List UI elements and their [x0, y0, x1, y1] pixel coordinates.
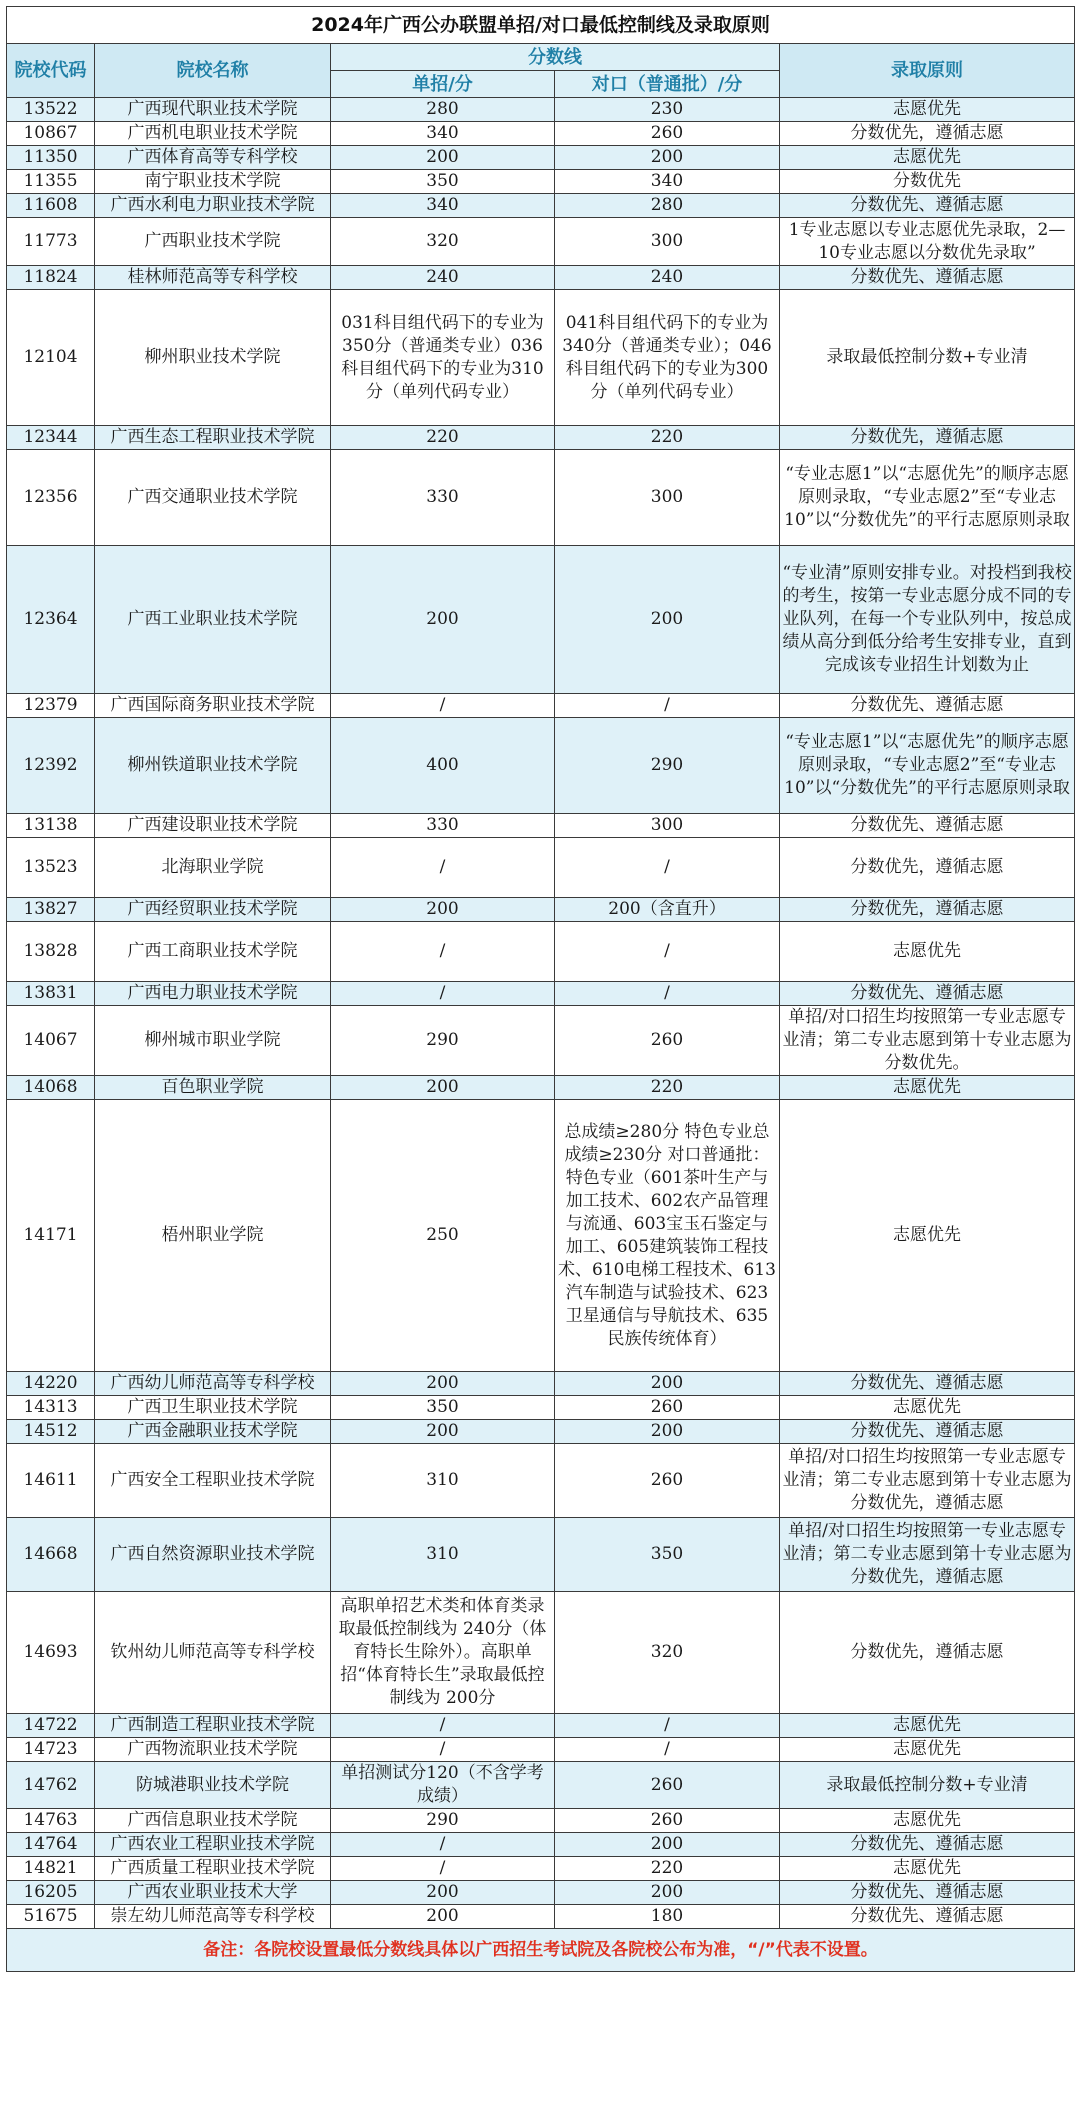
school-name-cell: 广西质量工程职业技术学院 — [95, 1857, 331, 1881]
school-name-cell: 广西电力职业技术学院 — [95, 982, 331, 1006]
admission-rule-cell: 分数优先、遵循志愿 — [780, 814, 1075, 838]
header-code: 院校代码 — [7, 44, 95, 98]
school-code-cell: 11824 — [7, 266, 95, 290]
school-code-cell: 14763 — [7, 1809, 95, 1833]
table-row — [7, 290, 1075, 426]
school-name-cell: 北海职业学院 — [95, 838, 331, 898]
admission-rule-cell: 分数优先、遵循志愿 — [780, 194, 1075, 218]
table-row — [7, 170, 1075, 194]
table-row — [7, 1372, 1075, 1396]
duikou-score-cell: 200（含直升） — [555, 898, 780, 922]
single-score-cell: 200 — [331, 898, 555, 922]
school-code-cell: 14171 — [7, 1100, 95, 1372]
school-name-cell: 防城港职业技术学院 — [95, 1762, 331, 1809]
admission-rule-cell: 录取最低控制分数+专业清 — [780, 1762, 1075, 1809]
school-name-cell: 广西制造工程职业技术学院 — [95, 1714, 331, 1738]
table-row — [7, 194, 1075, 218]
header-rule: 录取原则 — [780, 44, 1075, 98]
single-score-cell: 200 — [331, 1905, 555, 1929]
table-row — [7, 898, 1075, 922]
duikou-score-cell: / — [555, 694, 780, 718]
school-name-cell: 广西农业职业技术大学 — [95, 1881, 331, 1905]
single-score-cell: 200 — [331, 1881, 555, 1905]
single-score-cell: 310 — [331, 1444, 555, 1518]
admission-rule-cell: 志愿优先 — [780, 1714, 1075, 1738]
single-score-cell: 340 — [331, 194, 555, 218]
admission-rule-cell: 分数优先、遵循志愿 — [780, 694, 1075, 718]
school-code-cell: 12356 — [7, 450, 95, 546]
header-name: 院校名称 — [95, 44, 331, 98]
single-score-cell: 031科目组代码下的专业为350分（普通类专业）036科目组代码下的专业为310分（单列代码专业） — [331, 290, 555, 426]
header-score-group: 分数线 — [331, 44, 780, 71]
admission-table — [6, 6, 1075, 1972]
single-score-cell: 250 — [331, 1100, 555, 1372]
admission-rule-cell: 志愿优先 — [780, 922, 1075, 982]
single-score-cell: 200 — [331, 1076, 555, 1100]
school-name-cell: 广西幼儿师范高等专科学校 — [95, 1372, 331, 1396]
school-code-cell: 51675 — [7, 1905, 95, 1929]
duikou-score-cell: 041科目组代码下的专业为340分（普通类专业）；046科目组代码下的专业为300分（单列代码专业） — [555, 290, 780, 426]
duikou-score-cell: 200 — [555, 1420, 780, 1444]
single-score-cell: 320 — [331, 218, 555, 266]
school-code-cell: 14723 — [7, 1738, 95, 1762]
school-code-cell: 13827 — [7, 898, 95, 922]
school-code-cell: 13523 — [7, 838, 95, 898]
school-name-cell: 广西安全工程职业技术学院 — [95, 1444, 331, 1518]
header-duikou: 对口（普通批）/分 — [555, 71, 780, 98]
single-score-cell: 高职单招艺术类和体育类录取最低控制线为 240分（体育特长生除外）。高职单招“体育特长生”录取最低控制线为 200分 — [331, 1592, 555, 1714]
admission-rule-cell: 志愿优先 — [780, 1100, 1075, 1372]
admission-rule-cell: 分数优先，遵循志愿 — [780, 122, 1075, 146]
admission-rule-cell: 分数优先，遵循志愿 — [780, 898, 1075, 922]
single-score-cell: 290 — [331, 1809, 555, 1833]
single-score-cell: / — [331, 922, 555, 982]
table-row — [7, 218, 1075, 266]
admission-rule-cell: 分数优先，遵循志愿 — [780, 426, 1075, 450]
table-title: 2024年广西公办联盟单招/对口最低控制线及录取原则 — [7, 7, 1075, 44]
single-score-cell: 340 — [331, 122, 555, 146]
school-code-cell: 12364 — [7, 546, 95, 694]
admission-rule-cell: 1专业志愿以专业志愿优先录取，2—10专业志愿以分数优先录取” — [780, 218, 1075, 266]
school-name-cell: 柳州城市职业学院 — [95, 1006, 331, 1076]
school-code-cell: 12392 — [7, 718, 95, 814]
table-row — [7, 122, 1075, 146]
single-score-cell: 220 — [331, 426, 555, 450]
admission-rule-cell: 录取最低控制分数+专业清 — [780, 290, 1075, 426]
single-score-cell: / — [331, 694, 555, 718]
single-score-cell: / — [331, 838, 555, 898]
single-score-cell: 单招测试分120（不含学考成绩） — [331, 1762, 555, 1809]
duikou-score-cell: 220 — [555, 1076, 780, 1100]
single-score-cell: / — [331, 1738, 555, 1762]
single-score-cell: 400 — [331, 718, 555, 814]
duikou-score-cell: 260 — [555, 122, 780, 146]
duikou-score-cell: 300 — [555, 814, 780, 838]
admission-rule-cell: 志愿优先 — [780, 1857, 1075, 1881]
admission-rule-cell: 志愿优先 — [780, 1809, 1075, 1833]
table-row — [7, 1809, 1075, 1833]
duikou-score-cell: 260 — [555, 1762, 780, 1809]
duikou-score-cell: / — [555, 838, 780, 898]
admission-rule-cell: 分数优先，遵循志愿 — [780, 838, 1075, 898]
school-name-cell: 广西自然资源职业技术学院 — [95, 1518, 331, 1592]
admission-rule-cell: 分数优先 — [780, 170, 1075, 194]
school-code-cell: 13138 — [7, 814, 95, 838]
single-score-cell: / — [331, 1857, 555, 1881]
school-name-cell: 广西体育高等专科学校 — [95, 146, 331, 170]
duikou-score-cell: / — [555, 1738, 780, 1762]
duikou-score-cell: 200 — [555, 1372, 780, 1396]
school-code-cell: 13831 — [7, 982, 95, 1006]
admission-rule-cell: 单招/对口招生均按照第一专业志愿专业清；第二专业志愿到第十专业志愿为分数优先，遵循志愿 — [780, 1518, 1075, 1592]
school-code-cell: 14764 — [7, 1833, 95, 1857]
table-row — [7, 266, 1075, 290]
school-name-cell: 广西农业工程职业技术学院 — [95, 1833, 331, 1857]
admission-rule-cell: 分数优先、遵循志愿 — [780, 1881, 1075, 1905]
duikou-score-cell: 260 — [555, 1006, 780, 1076]
duikou-score-cell: 200 — [555, 1833, 780, 1857]
table-row — [7, 1518, 1075, 1592]
school-name-cell: 广西水利电力职业技术学院 — [95, 194, 331, 218]
school-name-cell: 广西物流职业技术学院 — [95, 1738, 331, 1762]
school-code-cell: 14068 — [7, 1076, 95, 1100]
school-name-cell: 广西卫生职业技术学院 — [95, 1396, 331, 1420]
table-row — [7, 1444, 1075, 1518]
admission-rule-cell: 分数优先、遵循志愿 — [780, 1420, 1075, 1444]
footnote: 备注：各院校设置最低分数线具体以广西招生考试院及各院校公布为准，“/”代表不设置。 — [7, 1929, 1075, 1972]
table-row — [7, 1076, 1075, 1100]
school-name-cell: 广西现代职业技术学院 — [95, 98, 331, 122]
table-row — [7, 1738, 1075, 1762]
single-score-cell: / — [331, 1714, 555, 1738]
single-score-cell: 200 — [331, 1420, 555, 1444]
duikou-score-cell: 220 — [555, 1857, 780, 1881]
table-row — [7, 426, 1075, 450]
admission-rule-cell: 志愿优先 — [780, 1396, 1075, 1420]
school-name-cell: 钦州幼儿师范高等专科学校 — [95, 1592, 331, 1714]
single-score-cell: / — [331, 982, 555, 1006]
school-name-cell: 广西职业技术学院 — [95, 218, 331, 266]
single-score-cell: 350 — [331, 170, 555, 194]
duikou-score-cell: 220 — [555, 426, 780, 450]
admission-rule-cell: 分数优先、遵循志愿 — [780, 266, 1075, 290]
admission-rule-cell: 分数优先、遵循志愿 — [780, 1833, 1075, 1857]
duikou-score-cell: 350 — [555, 1518, 780, 1592]
single-score-cell: 200 — [331, 546, 555, 694]
single-score-cell: 290 — [331, 1006, 555, 1076]
school-code-cell: 14762 — [7, 1762, 95, 1809]
school-code-cell: 14668 — [7, 1518, 95, 1592]
school-code-cell: 14821 — [7, 1857, 95, 1881]
single-score-cell: / — [331, 1833, 555, 1857]
school-name-cell: 广西建设职业技术学院 — [95, 814, 331, 838]
table-row — [7, 450, 1075, 546]
school-code-cell: 14313 — [7, 1396, 95, 1420]
school-name-cell: 广西国际商务职业技术学院 — [95, 694, 331, 718]
admission-rule-cell: 单招/对口招生均按照第一专业志愿专业清；第二专业志愿到第十专业志愿为分数优先。 — [780, 1006, 1075, 1076]
school-code-cell: 14693 — [7, 1592, 95, 1714]
duikou-score-cell: 260 — [555, 1444, 780, 1518]
school-code-cell: 11608 — [7, 194, 95, 218]
single-score-cell: 350 — [331, 1396, 555, 1420]
admission-rule-cell: 分数优先、遵循志愿 — [780, 1372, 1075, 1396]
admission-rule-cell: 单招/对口招生均按照第一专业志愿专业清；第二专业志愿到第十专业志愿为分数优先，遵循志愿 — [780, 1444, 1075, 1518]
school-code-cell: 16205 — [7, 1881, 95, 1905]
school-code-cell: 14722 — [7, 1714, 95, 1738]
school-name-cell: 柳州铁道职业技术学院 — [95, 718, 331, 814]
duikou-score-cell: 180 — [555, 1905, 780, 1929]
school-name-cell: 广西信息职业技术学院 — [95, 1809, 331, 1833]
duikou-score-cell: 200 — [555, 1881, 780, 1905]
duikou-score-cell: / — [555, 982, 780, 1006]
header-single: 单招/分 — [331, 71, 555, 98]
duikou-score-cell: 320 — [555, 1592, 780, 1714]
table-row — [7, 1762, 1075, 1809]
school-code-cell: 13522 — [7, 98, 95, 122]
admission-rule-cell: “专业清”原则安排专业。对投档到我校的考生，按第一专业志愿分成不同的专业队列，在每一个专业队列中，按总成绩从高分到低分给考生安排专业，直到完成该专业招生计划数为止 — [780, 546, 1075, 694]
table-row — [7, 1857, 1075, 1881]
single-score-cell: 330 — [331, 450, 555, 546]
school-code-cell: 14512 — [7, 1420, 95, 1444]
single-score-cell: 310 — [331, 1518, 555, 1592]
school-code-cell: 14220 — [7, 1372, 95, 1396]
duikou-score-cell: 260 — [555, 1809, 780, 1833]
school-code-cell: 11355 — [7, 170, 95, 194]
single-score-cell: 200 — [331, 146, 555, 170]
duikou-score-cell: 340 — [555, 170, 780, 194]
school-code-cell: 11773 — [7, 218, 95, 266]
school-name-cell: 百色职业学院 — [95, 1076, 331, 1100]
school-name-cell: 柳州职业技术学院 — [95, 290, 331, 426]
duikou-score-cell: 300 — [555, 218, 780, 266]
duikou-score-cell: / — [555, 922, 780, 982]
school-code-cell: 14067 — [7, 1006, 95, 1076]
school-name-cell: 广西工商职业技术学院 — [95, 922, 331, 982]
school-code-cell: 13828 — [7, 922, 95, 982]
table-row — [7, 1100, 1075, 1372]
admission-rule-cell: “专业志愿1”以“志愿优先”的顺序志愿原则录取，“专业志愿2”至“专业志10”以“分数优先”的平行志愿原则录取 — [780, 718, 1075, 814]
table-row — [7, 1396, 1075, 1420]
table-row — [7, 1592, 1075, 1714]
duikou-score-cell: 总成绩≥280分 特色专业总成绩≥230分 对口普通批：特色专业（601茶叶生产与加工技术、602农产品管理与流通、603宝玉石鉴定与加工、605建筑装饰工程技术、610电梯工程技术、613汽车制造与试验技术、623卫星通信与导航技术、635民族传统体育） — [555, 1100, 780, 1372]
table-row — [7, 1714, 1075, 1738]
school-name-cell: 梧州职业学院 — [95, 1100, 331, 1372]
table-row — [7, 1881, 1075, 1905]
table-row — [7, 98, 1075, 122]
admission-rule-cell: 志愿优先 — [780, 1076, 1075, 1100]
single-score-cell: 240 — [331, 266, 555, 290]
duikou-score-cell: / — [555, 1714, 780, 1738]
school-name-cell: 广西经贸职业技术学院 — [95, 898, 331, 922]
admission-rule-cell: 分数优先、遵循志愿 — [780, 982, 1075, 1006]
table-row — [7, 1420, 1075, 1444]
school-name-cell: 广西工业职业技术学院 — [95, 546, 331, 694]
table-row — [7, 814, 1075, 838]
table-row — [7, 838, 1075, 898]
duikou-score-cell: 200 — [555, 546, 780, 694]
table-row — [7, 546, 1075, 694]
school-code-cell: 12104 — [7, 290, 95, 426]
table-row — [7, 1006, 1075, 1076]
table-row — [7, 922, 1075, 982]
school-name-cell: 广西交通职业技术学院 — [95, 450, 331, 546]
table-row — [7, 1905, 1075, 1929]
admission-table-container — [6, 6, 1074, 2098]
school-name-cell: 广西生态工程职业技术学院 — [95, 426, 331, 450]
single-score-cell: 330 — [331, 814, 555, 838]
school-code-cell: 14611 — [7, 1444, 95, 1518]
table-row — [7, 146, 1075, 170]
school-code-cell: 10867 — [7, 122, 95, 146]
duikou-score-cell: 230 — [555, 98, 780, 122]
admission-rule-cell: 分数优先，遵循志愿 — [780, 1592, 1075, 1714]
single-score-cell: 200 — [331, 1372, 555, 1396]
table-row — [7, 982, 1075, 1006]
table-row — [7, 694, 1075, 718]
school-code-cell: 12379 — [7, 694, 95, 718]
school-code-cell: 11350 — [7, 146, 95, 170]
school-name-cell: 广西机电职业技术学院 — [95, 122, 331, 146]
school-name-cell: 南宁职业技术学院 — [95, 170, 331, 194]
school-code-cell: 12344 — [7, 426, 95, 450]
duikou-score-cell: 280 — [555, 194, 780, 218]
admission-rule-cell: 志愿优先 — [780, 1738, 1075, 1762]
admission-rule-cell: 志愿优先 — [780, 146, 1075, 170]
duikou-score-cell: 300 — [555, 450, 780, 546]
table-row — [7, 1833, 1075, 1857]
duikou-score-cell: 290 — [555, 718, 780, 814]
admission-rule-cell: 志愿优先 — [780, 98, 1075, 122]
single-score-cell: 280 — [331, 98, 555, 122]
duikou-score-cell: 240 — [555, 266, 780, 290]
school-name-cell: 桂林师范高等专科学校 — [95, 266, 331, 290]
duikou-score-cell: 200 — [555, 146, 780, 170]
school-name-cell: 广西金融职业技术学院 — [95, 1420, 331, 1444]
table-body — [7, 98, 1075, 1929]
admission-rule-cell: “专业志愿1”以“志愿优先”的顺序志愿原则录取，“专业志愿2”至“专业志10”以“分数优先”的平行志愿原则录取 — [780, 450, 1075, 546]
duikou-score-cell: 260 — [555, 1396, 780, 1420]
admission-rule-cell: 分数优先、遵循志愿 — [780, 1905, 1075, 1929]
school-name-cell: 崇左幼儿师范高等专科学校 — [95, 1905, 331, 1929]
table-row — [7, 718, 1075, 814]
